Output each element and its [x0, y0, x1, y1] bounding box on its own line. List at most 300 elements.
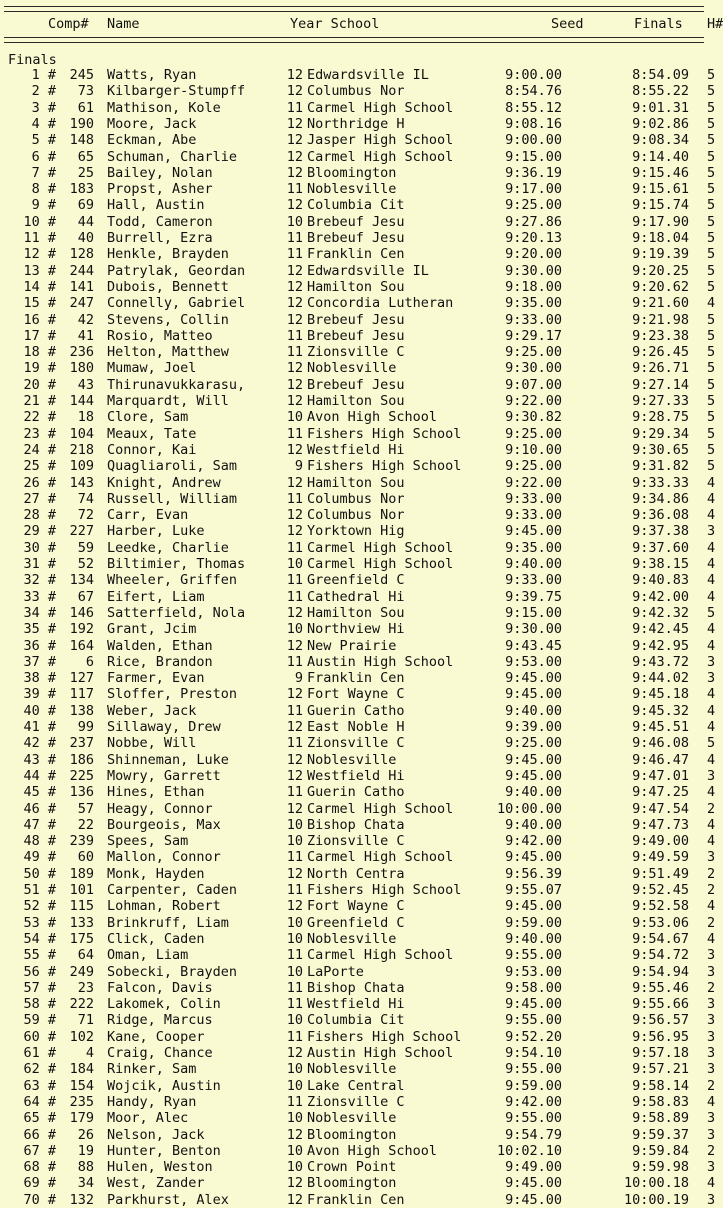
heat-cell: 2 — [707, 800, 716, 817]
seed-time-cell: 9:18.00 — [505, 278, 562, 295]
year-cell: 12 — [286, 637, 303, 654]
athlete-name-cell: Ridge, Marcus — [107, 1012, 213, 1029]
heat-cell: 4 — [707, 833, 716, 850]
school-cell: Carmel High School — [307, 539, 454, 556]
comp-number-cell: 104 — [69, 425, 94, 442]
school-cell: Noblesville — [307, 751, 397, 768]
result-row — [0, 181, 719, 197]
finals-time-cell: 9:26.71 — [632, 360, 689, 377]
heat-cell: 3 — [707, 767, 716, 784]
section-label: Finals — [8, 52, 57, 68]
school-cell: Franklin Cen — [307, 246, 405, 263]
comp-number-cell: 88 — [77, 1159, 94, 1176]
year-cell: 12 — [286, 115, 303, 132]
heat-cell: 4 — [707, 621, 716, 638]
year-cell: 11 — [286, 181, 303, 198]
result-row — [0, 964, 719, 980]
year-cell: 10 — [286, 1110, 303, 1127]
heat-cell: 4 — [707, 930, 716, 947]
finals-time-cell: 9:21.98 — [632, 311, 689, 328]
athlete-name-cell: Leedke, Charlie — [107, 539, 229, 556]
school-cell: Columbus Nor — [307, 507, 405, 524]
finals-time-cell: 9:31.82 — [632, 458, 689, 475]
result-row — [0, 866, 719, 882]
header-finals: Finals — [634, 16, 683, 32]
seed-time-cell: 9:54.10 — [505, 1045, 562, 1061]
seed-time-cell: 9:17.00 — [505, 181, 562, 198]
seed-time-cell: 9:00.00 — [505, 67, 562, 83]
year-cell: 12 — [286, 751, 303, 768]
comp-number-cell: 132 — [69, 1191, 94, 1208]
athlete-name-cell: Lakomek, Colin — [107, 996, 221, 1013]
place-cell: 41 # — [23, 719, 56, 735]
school-cell: Carmel High School — [307, 800, 454, 817]
athlete-name-cell: Monk, Hayden — [107, 865, 205, 882]
comp-number-cell: 225 — [69, 767, 94, 784]
athlete-name-cell: Click, Caden — [107, 930, 205, 947]
athlete-name-cell: Wojcik, Austin — [107, 1077, 221, 1094]
finals-time-cell: 9:33.33 — [632, 474, 689, 491]
place-cell: 48 # — [23, 833, 56, 850]
result-row — [0, 1143, 719, 1159]
school-cell: Carmel High School — [307, 849, 454, 866]
athlete-name-cell: Farmer, Evan — [107, 670, 205, 687]
school-cell: Hamilton Sou — [307, 604, 405, 621]
heat-cell: 4 — [707, 686, 716, 703]
heat-cell: 5 — [707, 604, 716, 621]
finals-time-cell: 9:43.72 — [632, 653, 689, 670]
athlete-name-cell: Brinkruff, Liam — [107, 914, 229, 931]
athlete-name-cell: Patrylak, Geordan — [107, 262, 246, 279]
athlete-name-cell: Walden, Ethan — [107, 637, 213, 654]
year-cell: 12 — [286, 767, 303, 784]
place-cell: 64 # — [23, 1093, 56, 1110]
finals-time-cell: 8:54.09 — [632, 67, 689, 83]
place-cell: 11 # — [23, 230, 56, 246]
finals-time-cell: 10:00.19 — [623, 1191, 689, 1208]
year-cell: 11 — [286, 539, 303, 556]
seed-time-cell: 9:10.00 — [505, 441, 562, 458]
heat-cell: 4 — [707, 539, 716, 556]
school-cell: Noblesville — [307, 930, 397, 947]
school-cell: Lake Central — [307, 1077, 405, 1094]
result-row — [0, 784, 719, 800]
year-cell: 11 — [286, 230, 303, 246]
athlete-name-cell: Kilbarger-Stumpff — [107, 83, 246, 100]
comp-number-cell: 74 — [77, 490, 94, 507]
athlete-name-cell: Eifert, Liam — [107, 588, 205, 605]
athlete-name-cell: West, Zander — [107, 1175, 205, 1192]
year-cell: 12 — [286, 311, 303, 328]
heat-cell: 3 — [707, 1110, 716, 1127]
result-row — [0, 1159, 719, 1175]
finals-time-cell: 9:45.18 — [632, 686, 689, 703]
place-cell: 4 # — [31, 115, 56, 132]
year-cell: 9 — [294, 670, 303, 687]
seed-time-cell: 9:59.00 — [505, 914, 562, 931]
year-cell: 12 — [286, 295, 303, 312]
finals-time-cell: 9:36.08 — [632, 507, 689, 524]
heat-cell: 5 — [707, 393, 716, 409]
school-cell: Hamilton Sou — [307, 278, 405, 295]
school-cell: Noblesville — [307, 1061, 397, 1078]
school-cell: Hamilton Sou — [307, 474, 405, 491]
school-cell: Guerin Catho — [307, 702, 405, 719]
heat-cell: 3 — [707, 1159, 716, 1176]
comp-number-cell: 4 — [85, 1045, 94, 1061]
school-cell: Noblesville — [307, 1110, 397, 1127]
seed-time-cell: 9:30.00 — [505, 621, 562, 638]
seed-time-cell: 9:45.00 — [505, 849, 562, 866]
seed-time-cell: 9:39.75 — [505, 588, 562, 605]
year-cell: 12 — [286, 67, 303, 83]
heat-cell: 4 — [707, 637, 716, 654]
seed-time-cell: 9:53.00 — [505, 653, 562, 670]
comp-number-cell: 180 — [69, 360, 94, 377]
heat-cell: 5 — [707, 67, 716, 83]
year-cell: 11 — [286, 702, 303, 719]
place-cell: 33 # — [23, 588, 56, 605]
seed-time-cell: 9:55.07 — [505, 882, 562, 898]
result-row — [0, 377, 719, 393]
comp-number-cell: 102 — [69, 1028, 94, 1045]
comp-number-cell: 146 — [69, 604, 94, 621]
result-row — [0, 572, 719, 588]
heat-cell: 2 — [707, 865, 716, 882]
place-cell: 46 # — [23, 800, 56, 817]
school-cell: Brebeuf Jesu — [307, 327, 405, 344]
athlete-name-cell: Falcon, Davis — [107, 979, 213, 996]
finals-time-cell: 9:01.31 — [632, 99, 689, 116]
result-row — [0, 246, 719, 262]
seed-time-cell: 9:54.79 — [505, 1126, 562, 1143]
year-cell: 12 — [286, 83, 303, 100]
seed-time-cell: 9:45.00 — [505, 523, 562, 540]
athlete-name-cell: Clore, Sam — [107, 409, 189, 426]
seed-time-cell: 9:43.45 — [505, 637, 562, 654]
comp-number-cell: 43 — [77, 376, 94, 393]
seed-time-cell: 9:33.00 — [505, 572, 562, 589]
year-cell: 10 — [286, 816, 303, 833]
year-cell: 12 — [286, 376, 303, 393]
place-cell: 63 # — [23, 1077, 56, 1094]
seed-time-cell: 9:59.00 — [505, 1077, 562, 1094]
place-cell: 62 # — [23, 1061, 56, 1078]
seed-time-cell: 10:02.10 — [496, 1142, 562, 1159]
year-cell: 12 — [286, 865, 303, 882]
place-cell: 59 # — [23, 1012, 56, 1029]
place-cell: 60 # — [23, 1028, 56, 1045]
seed-time-cell: 9:33.00 — [505, 490, 562, 507]
athlete-name-cell: Burrell, Ezra — [107, 230, 213, 246]
result-row — [0, 589, 719, 605]
comp-number-cell: 134 — [69, 572, 94, 589]
place-cell: 37 # — [23, 653, 56, 670]
finals-time-cell: 9:47.01 — [632, 767, 689, 784]
place-cell: 31 # — [23, 556, 56, 572]
athlete-name-cell: Harber, Luke — [107, 523, 205, 540]
year-cell: 12 — [286, 132, 303, 149]
result-row — [0, 1110, 719, 1126]
place-cell: 5 # — [31, 132, 56, 149]
comp-number-cell: 236 — [69, 344, 94, 361]
result-row — [0, 1045, 719, 1061]
athlete-name-cell: Spees, Sam — [107, 833, 189, 850]
seed-time-cell: 9:20.00 — [505, 246, 562, 263]
finals-time-cell: 9:42.00 — [632, 588, 689, 605]
finals-time-cell: 9:55.46 — [632, 979, 689, 996]
result-row — [0, 426, 719, 442]
place-cell: 54 # — [23, 930, 56, 947]
heat-cell: 4 — [707, 1093, 716, 1110]
comp-number-cell: 61 — [77, 99, 94, 116]
result-row — [0, 898, 719, 914]
place-cell: 61 # — [23, 1045, 56, 1061]
school-cell: Fort Wayne C — [307, 686, 405, 703]
school-cell: Fishers High School — [307, 882, 462, 898]
finals-time-cell: 9:58.83 — [632, 1093, 689, 1110]
school-cell: Westfield Hi — [307, 996, 405, 1013]
comp-number-cell: 235 — [69, 1093, 94, 1110]
comp-number-cell: 247 — [69, 295, 94, 312]
comp-number-cell: 109 — [69, 458, 94, 475]
heat-cell: 4 — [707, 295, 716, 312]
comp-number-cell: 101 — [69, 882, 94, 898]
result-row — [0, 116, 719, 132]
place-cell: 27 # — [23, 490, 56, 507]
finals-time-cell: 9:20.25 — [632, 262, 689, 279]
finals-time-cell: 9:52.58 — [632, 898, 689, 915]
finals-time-cell: 9:34.86 — [632, 490, 689, 507]
comp-number-cell: 154 — [69, 1077, 94, 1094]
header-year-school: Year School — [290, 16, 380, 32]
seed-time-cell: 9:53.00 — [505, 963, 562, 980]
comp-number-cell: 25 — [77, 164, 94, 181]
heat-cell: 2 — [707, 882, 716, 898]
comp-number-cell: 218 — [69, 441, 94, 458]
heat-cell: 4 — [707, 588, 716, 605]
result-row — [0, 1078, 719, 1094]
result-row — [0, 605, 719, 621]
heat-cell: 5 — [707, 262, 716, 279]
finals-time-cell: 9:42.32 — [632, 604, 689, 621]
place-cell: 30 # — [23, 539, 56, 556]
year-cell: 12 — [286, 1126, 303, 1143]
school-cell: Columbia Cit — [307, 197, 405, 214]
result-row — [0, 1061, 719, 1077]
result-row — [0, 752, 719, 768]
heat-cell: 3 — [707, 670, 716, 687]
comp-number-cell: 138 — [69, 702, 94, 719]
athlete-name-cell: Watts, Ryan — [107, 67, 197, 83]
seed-time-cell: 9:25.00 — [505, 425, 562, 442]
place-cell: 20 # — [23, 376, 56, 393]
result-row — [0, 654, 719, 670]
year-cell: 12 — [286, 686, 303, 703]
seed-time-cell: 9:45.00 — [505, 1191, 562, 1208]
athlete-name-cell: Handy, Ryan — [107, 1093, 197, 1110]
comp-number-cell: 65 — [77, 148, 94, 165]
finals-time-cell: 9:42.95 — [632, 637, 689, 654]
heat-cell: 5 — [707, 311, 716, 328]
place-cell: 52 # — [23, 898, 56, 915]
heat-cell: 3 — [707, 1061, 716, 1078]
school-cell: Greenfield C — [307, 914, 405, 931]
seed-time-cell: 9:45.00 — [505, 767, 562, 784]
heat-cell: 3 — [707, 653, 716, 670]
comp-number-cell: 184 — [69, 1061, 94, 1078]
seed-time-cell: 9:55.00 — [505, 1061, 562, 1078]
school-cell: Franklin Cen — [307, 1191, 405, 1208]
result-row — [0, 882, 719, 898]
finals-time-cell: 9:20.62 — [632, 278, 689, 295]
school-cell: Fishers High School — [307, 458, 462, 475]
school-cell: Franklin Cen — [307, 670, 405, 687]
year-cell: 11 — [286, 246, 303, 263]
year-cell: 11 — [286, 588, 303, 605]
place-cell: 49 # — [23, 849, 56, 866]
comp-number-cell: 117 — [69, 686, 94, 703]
heat-cell: 5 — [707, 360, 716, 377]
result-row — [0, 996, 719, 1012]
result-row — [0, 1127, 719, 1143]
athlete-name-cell: Grant, Jcim — [107, 621, 197, 638]
school-cell: Westfield Hi — [307, 767, 405, 784]
athlete-name-cell: Craig, Chance — [107, 1045, 213, 1061]
year-cell: 12 — [286, 393, 303, 409]
result-row — [0, 263, 719, 279]
seed-time-cell: 9:25.00 — [505, 197, 562, 214]
athlete-name-cell: Connelly, Gabriel — [107, 295, 246, 312]
finals-time-cell: 9:49.59 — [632, 849, 689, 866]
finals-time-cell: 9:18.04 — [632, 230, 689, 246]
comp-number-cell: 67 — [77, 588, 94, 605]
place-cell: 19 # — [23, 360, 56, 377]
header-name: Name — [107, 16, 140, 32]
school-cell: Austin High School — [307, 653, 454, 670]
school-cell: Brebeuf Jesu — [307, 376, 405, 393]
place-cell: 40 # — [23, 702, 56, 719]
year-cell: 12 — [286, 441, 303, 458]
place-cell: 1 # — [31, 67, 56, 83]
school-cell: Bloomington — [307, 1126, 397, 1143]
seed-time-cell: 9:35.00 — [505, 295, 562, 312]
comp-number-cell: 148 — [69, 132, 94, 149]
place-cell: 53 # — [23, 914, 56, 931]
place-cell: 12 # — [23, 246, 56, 263]
place-cell: 51 # — [23, 882, 56, 898]
place-cell: 55 # — [23, 947, 56, 964]
result-row — [0, 67, 719, 83]
school-cell: Jasper High School — [307, 132, 454, 149]
school-cell: Avon High School — [307, 409, 438, 426]
comp-number-cell: 52 — [77, 556, 94, 572]
year-cell: 10 — [286, 556, 303, 572]
result-row — [0, 328, 719, 344]
finals-time-cell: 9:45.32 — [632, 702, 689, 719]
result-row — [0, 540, 719, 556]
place-cell: 2 # — [31, 83, 56, 100]
school-cell: Westfield Hi — [307, 441, 405, 458]
result-row — [0, 849, 719, 865]
seed-time-cell: 10:00.00 — [496, 800, 562, 817]
school-cell: Austin High School — [307, 1045, 454, 1061]
year-cell: 10 — [286, 833, 303, 850]
result-row — [0, 83, 719, 99]
place-cell: 22 # — [23, 409, 56, 426]
seed-time-cell: 9:25.00 — [505, 344, 562, 361]
heat-cell: 5 — [707, 278, 716, 295]
result-row — [0, 735, 719, 751]
seed-time-cell: 8:54.76 — [505, 83, 562, 100]
heat-cell: 3 — [707, 1126, 716, 1143]
heat-cell: 5 — [707, 458, 716, 475]
header-rule-bottom — [4, 37, 704, 43]
result-row — [0, 475, 719, 491]
heat-cell: 3 — [707, 963, 716, 980]
year-cell: 11 — [286, 490, 303, 507]
comp-number-cell: 186 — [69, 751, 94, 768]
school-cell: Hamilton Sou — [307, 393, 405, 409]
place-cell: 58 # — [23, 996, 56, 1013]
school-cell: East Noble H — [307, 719, 405, 735]
heat-cell: 5 — [707, 441, 716, 458]
athlete-name-cell: Mallon, Connor — [107, 849, 221, 866]
athlete-name-cell: Schuman, Charlie — [107, 148, 238, 165]
finals-time-cell: 9:47.25 — [632, 784, 689, 801]
athlete-name-cell: Mumaw, Joel — [107, 360, 197, 377]
finals-time-cell: 9:54.72 — [632, 947, 689, 964]
heat-cell: 4 — [707, 572, 716, 589]
year-cell: 10 — [286, 1142, 303, 1159]
comp-number-cell: 22 — [77, 816, 94, 833]
finals-time-cell: 9:55.66 — [632, 996, 689, 1013]
result-row — [0, 768, 719, 784]
year-cell: 12 — [286, 800, 303, 817]
result-row — [0, 556, 719, 572]
place-cell: 29 # — [23, 523, 56, 540]
place-cell: 8 # — [31, 181, 56, 198]
comp-number-cell: 189 — [69, 865, 94, 882]
year-cell: 10 — [286, 1159, 303, 1176]
year-cell: 11 — [286, 849, 303, 866]
seed-time-cell: 9:40.00 — [505, 702, 562, 719]
school-cell: Yorktown Hig — [307, 523, 405, 540]
school-cell: Concordia Lutheran — [307, 295, 454, 312]
comp-number-cell: 141 — [69, 278, 94, 295]
finals-time-cell: 9:28.75 — [632, 409, 689, 426]
school-cell: New Prairie — [307, 637, 397, 654]
comp-number-cell: 222 — [69, 996, 94, 1013]
place-cell: 7 # — [31, 164, 56, 181]
athlete-name-cell: Bourgeois, Max — [107, 816, 221, 833]
place-cell: 13 # — [23, 262, 56, 279]
seed-time-cell: 9:45.00 — [505, 898, 562, 915]
heat-cell: 3 — [707, 1012, 716, 1029]
athlete-name-cell: Satterfield, Nola — [107, 604, 246, 621]
finals-time-cell: 9:08.34 — [632, 132, 689, 149]
athlete-name-cell: Hunter, Benton — [107, 1142, 221, 1159]
heat-cell: 5 — [707, 99, 716, 116]
finals-time-cell: 9:47.73 — [632, 816, 689, 833]
finals-time-cell: 9:54.94 — [632, 963, 689, 980]
finals-time-cell: 8:55.22 — [632, 83, 689, 100]
heat-cell: 4 — [707, 556, 716, 572]
finals-time-cell: 10:00.18 — [623, 1175, 689, 1192]
athlete-name-cell: Marquardt, Will — [107, 393, 229, 409]
comp-number-cell: 143 — [69, 474, 94, 491]
seed-time-cell: 9:45.00 — [505, 670, 562, 687]
